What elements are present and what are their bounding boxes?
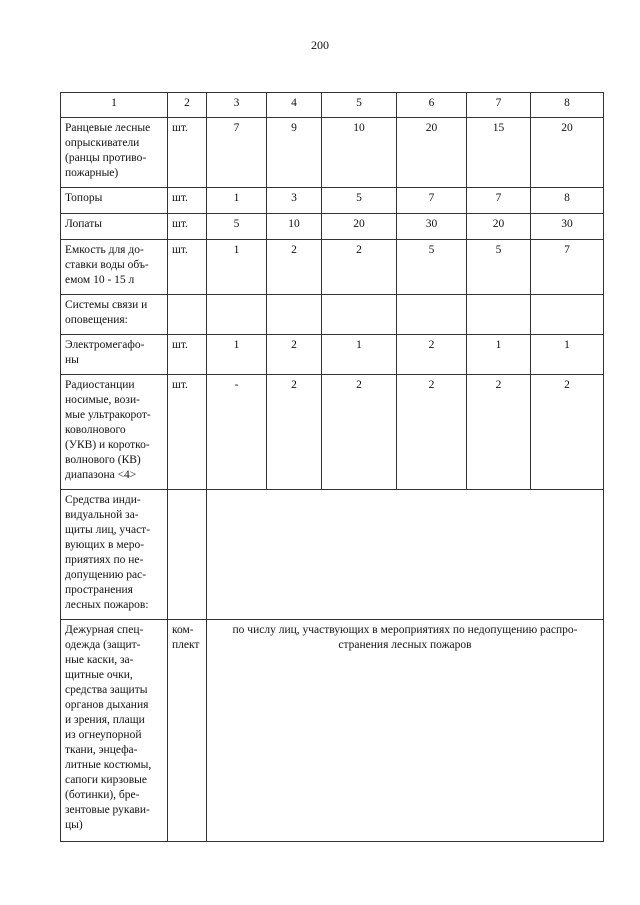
merged-empty-cell — [207, 490, 604, 620]
value-cell: 2 — [267, 240, 322, 295]
value-cell — [467, 295, 531, 335]
value-cell: 2 — [267, 375, 322, 490]
unit-cell — [168, 295, 207, 335]
value-cell: 1 — [467, 335, 531, 375]
value-cell: 1 — [207, 335, 267, 375]
value-cell: 1 — [207, 240, 267, 295]
value-cell: 7 — [207, 118, 267, 188]
item-name-cell: Ранцевые лесные опрыскиватели (ранцы противо- пожарные) — [61, 118, 168, 188]
value-cell — [531, 295, 604, 335]
value-cell: 2 — [267, 335, 322, 375]
value-cell: - — [207, 375, 267, 490]
header-cell: 4 — [267, 93, 322, 118]
value-cell: 3 — [267, 188, 322, 214]
item-name-cell: Топоры — [61, 188, 168, 214]
value-cell: 30 — [397, 214, 467, 240]
value-cell: 8 — [531, 188, 604, 214]
value-cell: 5 — [467, 240, 531, 295]
value-cell: 1 — [322, 335, 397, 375]
value-cell: 2 — [467, 375, 531, 490]
value-cell: 7 — [531, 240, 604, 295]
item-name-cell: Лопаты — [61, 214, 168, 240]
value-cell: 5 — [322, 188, 397, 214]
value-cell: 2 — [322, 375, 397, 490]
section-name-cell: Средства инди- видуальной за- щиты лиц, участ- вующих в меро- приятиях по не- допущению рас- пространения лесных пожаров: — [61, 490, 168, 620]
value-cell: 5 — [207, 214, 267, 240]
value-cell: 2 — [322, 240, 397, 295]
value-cell — [322, 295, 397, 335]
table-row — [61, 375, 604, 490]
header-cell: 2 — [168, 93, 207, 118]
section-row — [61, 490, 604, 620]
table-row — [61, 214, 604, 240]
value-cell: 5 — [397, 240, 467, 295]
unit-cell: шт. — [168, 214, 207, 240]
value-cell — [207, 295, 267, 335]
unit-cell: ком- плект — [168, 620, 207, 842]
unit-cell: шт. — [168, 335, 207, 375]
header-cell: 8 — [531, 93, 604, 118]
value-cell: 2 — [531, 375, 604, 490]
value-cell: 2 — [397, 375, 467, 490]
value-cell: 2 — [397, 335, 467, 375]
value-cell: 7 — [397, 188, 467, 214]
table-row — [61, 118, 604, 188]
value-cell: 10 — [267, 214, 322, 240]
value-cell — [397, 295, 467, 335]
header-cell: 3 — [207, 93, 267, 118]
equipment-table — [60, 92, 604, 842]
value-cell: 20 — [397, 118, 467, 188]
merged-note-cell: по числу лиц, участвующих в мероприятиях по недопущению распро- странения лесных пожаров — [207, 620, 604, 842]
value-cell: 30 — [531, 214, 604, 240]
value-cell: 1 — [531, 335, 604, 375]
value-cell: 15 — [467, 118, 531, 188]
value-cell: 7 — [467, 188, 531, 214]
item-name-cell: Емкость для до- ставки воды объ- емом 10 - 15 л — [61, 240, 168, 295]
value-cell — [267, 295, 322, 335]
header-row — [61, 93, 604, 118]
value-cell: 20 — [467, 214, 531, 240]
item-name-cell: Радиостанции носимые, вози- мые ультракорот- коволнового (УКВ) и коротко- волнового (КВ) диапазона <4> — [61, 375, 168, 490]
item-name-cell: Системы связи и оповещения: — [61, 295, 168, 335]
unit-cell: шт. — [168, 240, 207, 295]
header-cell: 6 — [397, 93, 467, 118]
unit-cell — [168, 490, 207, 620]
table-row — [61, 188, 604, 214]
value-cell: 20 — [322, 214, 397, 240]
value-cell: 9 — [267, 118, 322, 188]
item-name-cell: Электромегафо- ны — [61, 335, 168, 375]
item-name-cell: Дежурная спец- одежда (защит- ные каски, за- щитные очки, средства защиты органов дыхания и зрения, плащи из огнеупорной ткани, энцефа- литные костюмы, сапоги кирзовые (ботинки), бре- зентовые рукави- цы) — [61, 620, 168, 842]
value-cell: 1 — [207, 188, 267, 214]
table-row — [61, 335, 604, 375]
header-cell: 7 — [467, 93, 531, 118]
unit-cell: шт. — [168, 375, 207, 490]
header-cell: 1 — [61, 93, 168, 118]
header-cell: 5 — [322, 93, 397, 118]
page-number: 200 — [311, 38, 329, 52]
table-row — [61, 295, 604, 335]
unit-cell: шт. — [168, 118, 207, 188]
table-row — [61, 240, 604, 295]
table-row — [61, 620, 604, 842]
unit-cell: шт. — [168, 188, 207, 214]
value-cell: 10 — [322, 118, 397, 188]
value-cell: 20 — [531, 118, 604, 188]
